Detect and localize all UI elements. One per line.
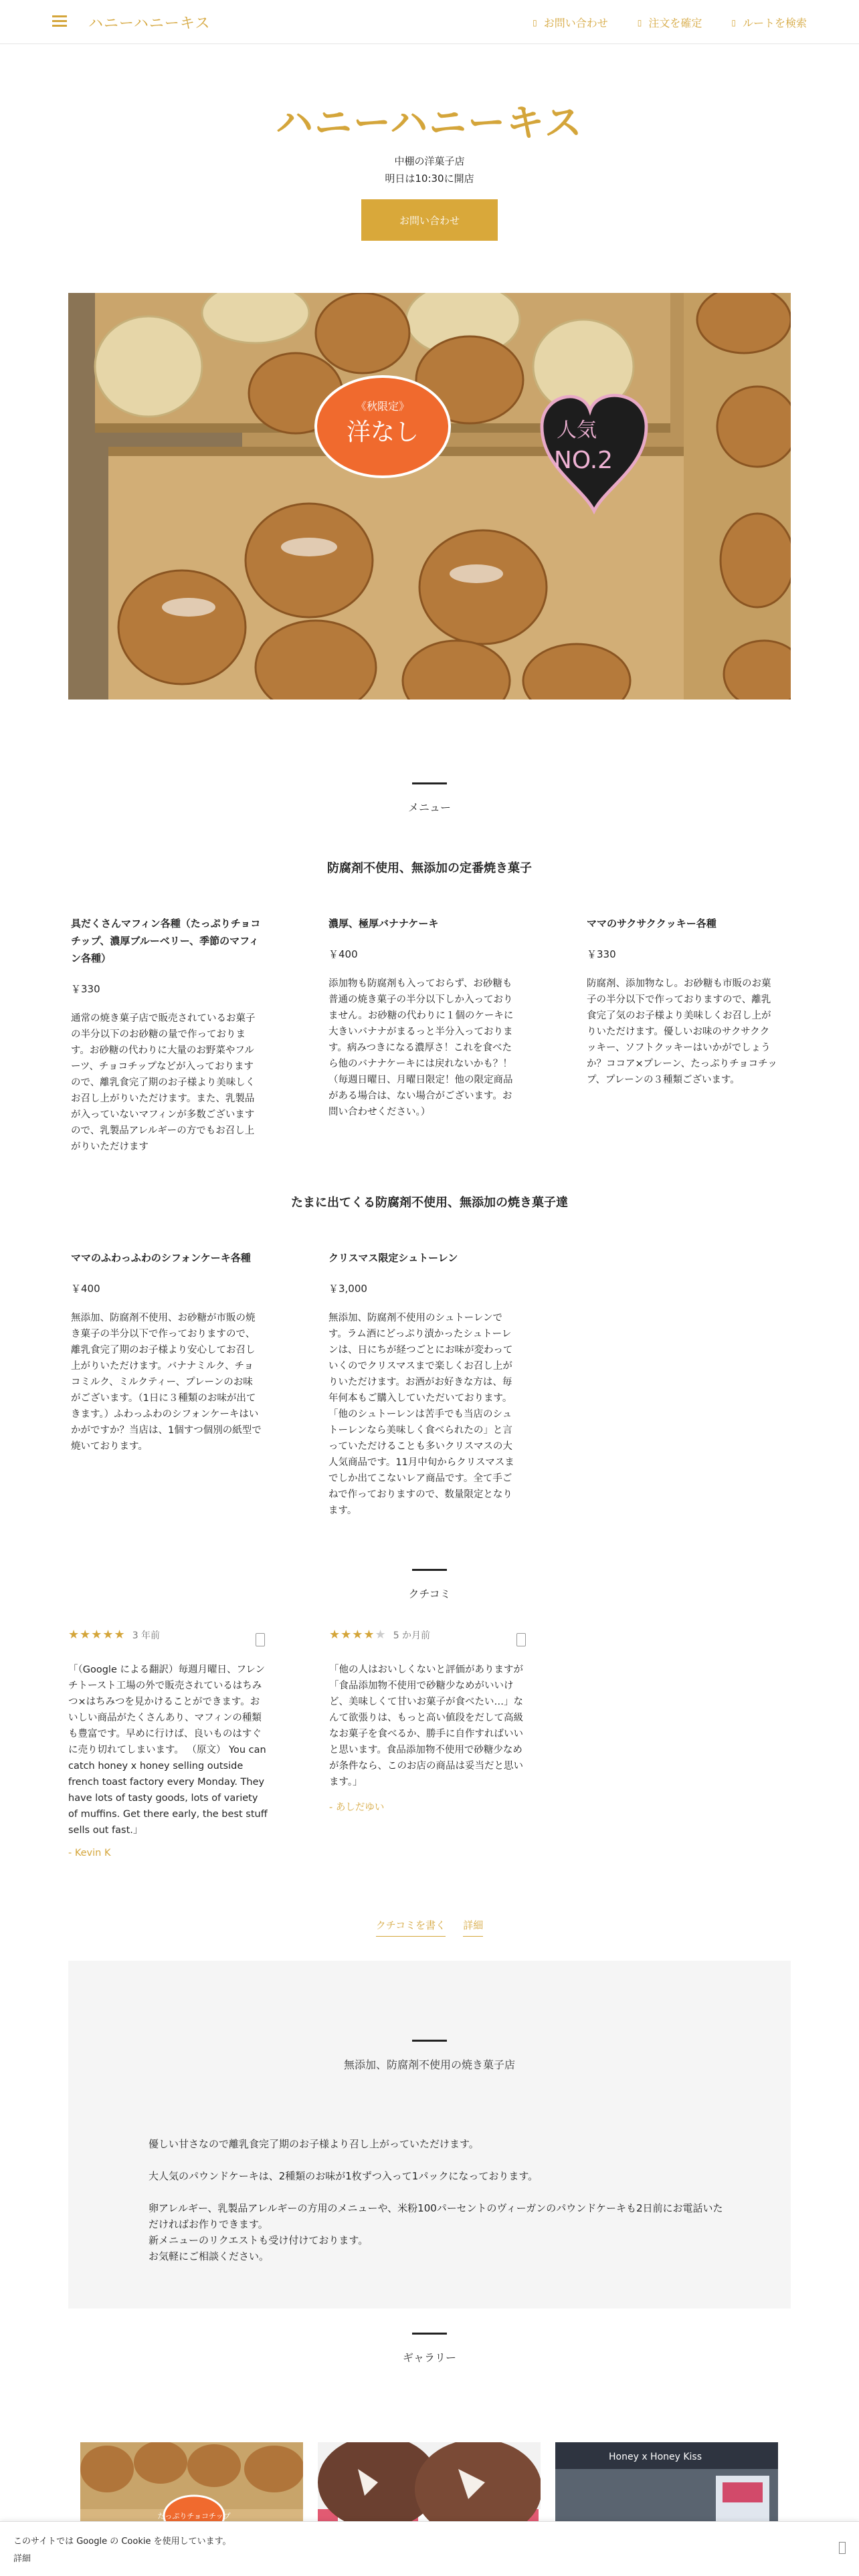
- review-source-icon[interactable]: [516, 1633, 526, 1646]
- menu-item-name: 濃厚、極厚バナナケーキ: [328, 918, 439, 930]
- site-header: [0, 0, 859, 44]
- gallery-tag-text: たっぷりチョコチップ: [157, 2512, 231, 2520]
- menu-category-1-title: 防腐剤不使用、無添加の定番焼き菓子: [327, 861, 532, 875]
- review-time: 5 か月前: [393, 1630, 431, 1641]
- menu-item-price: ￥330: [71, 983, 100, 995]
- about-heading: 無添加、防腐剤不使用の焼き菓子店: [68, 2040, 791, 2072]
- cookie-dismiss-icon[interactable]: [839, 2542, 846, 2554]
- menu-item: [71, 1249, 262, 1455]
- about-paragraph: 卵アレルギー、乳製品アレルギーの方用のメニューや、米粉100パーセントのヴィーガンのパウンドケーキも2日前にお電話いただければお作りできます。: [149, 2202, 723, 2230]
- review-author[interactable]: - あしだゆい: [329, 1802, 385, 1813]
- nav-order[interactable]: ▯ 注文を確定: [637, 17, 702, 29]
- review-card: [329, 1628, 530, 1814]
- site-title[interactable]: ハニーハニーキス: [88, 15, 211, 32]
- gallery-heading: ギャラリー: [0, 2333, 859, 2365]
- menu-item-price: ￥330: [587, 948, 616, 960]
- menu-item-name: ママのふわっふわのシフォンケーキ各種: [71, 1252, 251, 1264]
- review-card: [68, 1628, 269, 1858]
- write-review-link[interactable]: クチコミを書く: [376, 1918, 446, 1937]
- menu-item: [328, 915, 520, 1120]
- about-panel: [68, 1961, 791, 2309]
- cart-icon: ▯: [637, 17, 642, 27]
- hero-tag-left-line2: 洋なし: [346, 419, 419, 446]
- menu-item-name: ママのサクサククッキー各種: [587, 918, 717, 930]
- hero-image: [68, 293, 791, 700]
- menu-item: [71, 915, 262, 1155]
- menu-category-2-title: たまに出てくる防腐剤不使用、無添加の焼き菓子達: [291, 1196, 568, 1210]
- menu-item-description: 防腐剤、添加物なし。お砂糖も市販のお菓子の半分以下で作っておりますので、離乳食完了気のお子様より美味しくお召し上がりいただけます。優しいお味のサクサククッキー、ソフトクッキーはいかがでしょうか？ココア×プレーン、たっぷりチョコチップ、プレーンの３種類ございます。: [587, 978, 777, 1085]
- nav-directions[interactable]: ▯ ルートを検索: [731, 17, 807, 29]
- menu-item-name: クリスマス限定シュトーレン: [328, 1252, 458, 1264]
- nav-contact[interactable]: ▯ お問い合わせ: [533, 17, 608, 29]
- review-author[interactable]: - Kevin K: [68, 1848, 111, 1858]
- menu-item-price: ￥400: [71, 1283, 100, 1295]
- cookie-text: このサイトでは Google の Cookie を使用しています。: [13, 2537, 231, 2547]
- review-source-icon[interactable]: [256, 1633, 265, 1646]
- menu-item-description: 添加物も防腐剤も入っておらず、お砂糖も普通の焼き菓子の半分以下しか入っておりません。お砂糖の代わりに１個のケーキに大きいバナナがまるっと半分入っております。病みつきになる濃厚さ！これを食べたら他のバナナケーキには戻れないかも？！（毎週日曜日、月曜日限定！他の限定商品がある場合は、ない場合がございます。お問い合わせください。）: [328, 978, 514, 1117]
- hero-tag-right-line2: NO.2: [553, 447, 613, 474]
- hero-subtitle: 中棚の洋菓子店 明日は10:30に開店: [385, 155, 474, 185]
- hero-title: ハニーハニーキス: [275, 102, 584, 145]
- menu-item: [587, 915, 778, 1088]
- header-nav: [533, 15, 807, 30]
- review-text: 「（Google による翻訳）毎週月曜日、フレンチトースト工場の外で販売されているはちみつ×はちみつを見かけることができます。おいしい商品がたくさんあり、マフィンの種類も豊富です。早めに行けば、良いものはすぐに売り切れてしまいます。 （原文） You can catch honey x honey selling outside french toast factory every Monday. They have lots of tasty goods, lots of variety of muffins. Get there early, the best stuff sells out fast.」: [68, 1665, 268, 1836]
- cookie-detail-link[interactable]: 詳細: [13, 2554, 31, 2564]
- menu-item-description: 無添加、防腐剤不使用、お砂糖が市販の焼き菓子の半分以下で作っておりますので、離乳食完了期のお子様より安心してお召し上がりいただけます。バナナミルク、チョコミルク、ミルクティー、プレーンのお味がございます。（1日に３種類のお味が出てきます。）ふわっふわのシフォンケーキはいかがですか？当店は、1個すつ個別の紙型で焼いております。: [71, 1313, 262, 1452]
- gallery-sign-text: Honey x Honey Kiss: [609, 2452, 702, 2462]
- review-time: 3 年前: [132, 1630, 161, 1641]
- review-text: 「他の人はおいしくないと評価がありますが「食品添加物不使用で砂糖少なめがいいけど、美味しくて甘いお菓子が食べたい…」なんて欲張りは、もっと高い値段をだして高級なお菓子を食べるか、勝手に自作すればいいと思います。食品添加物不使用で砂糖少なめが条件なら、このお店の商品は妥当だと思います。」: [329, 1665, 523, 1788]
- review-stars: ★★★★★: [68, 1628, 126, 1642]
- review-stars: ★★★★★: [329, 1628, 387, 1642]
- cookie-banner: [0, 2521, 859, 2576]
- about-paragraph: 新メニューのリクエストも受け付けております。: [149, 2234, 369, 2246]
- phone-icon: ▯: [533, 17, 537, 27]
- menu-icon[interactable]: [52, 13, 67, 28]
- review-detail-link[interactable]: 詳細: [463, 1918, 483, 1937]
- about-paragraph: 大人気のパウンドケーキは、2種類のお味が1枚ずつ入って1パックになっております。: [149, 2170, 539, 2182]
- menu-item-price: ￥3,000: [328, 1283, 367, 1295]
- menu-item-description: 無添加、防腐剤不使用のシュトーレンです。ラム酒にどっぷり漬かったシュトーレンは、日にちが経つごとにお味が変わっていくのでクリスマスまで楽しくお召し上がりいただけます。お酒がお好きな方は、毎年何本もご購入していただいております。「他のシュトーレンは苦手でも当店のシュトーレンなら美味しく食べられたの」と言っていただけることも多いクリスマスの大人気商品です。11月中旬からクリスマスまでしか出てこないレア商品です。全て手ごねで作っておりますので、数量限定となります。: [328, 1313, 514, 1516]
- contact-button[interactable]: お問い合わせ: [361, 199, 498, 241]
- menu-item-price: ￥400: [328, 948, 358, 960]
- about-paragraph: 優しい甘さなので離乳食完了期のお子様より召し上がっていただけます。: [149, 2138, 479, 2150]
- about-body: [149, 2136, 724, 2264]
- reviews-heading: クチコミ: [0, 1569, 859, 1601]
- menu-item: [328, 1249, 520, 1519]
- menu-item-description: 通常の焼き菓子店で販売されているお菓子の半分以下のお砂糖の量で作っております。お砂糖の代わりに大量のお野菜やフルーツ、チョコチップなどが入っておりますので、離乳食完了期のお子様より美味しくお召し上がりいただけます。また、乳製品が入っていないマフィンが多数ございますので、乳製品アレルギーの方でもお召し上がりいただけます: [71, 1013, 256, 1152]
- directions-icon: ▯: [731, 17, 736, 27]
- review-links: [0, 1918, 859, 1937]
- muffins-photo: [68, 293, 791, 700]
- menu-heading: メニュー: [0, 782, 859, 815]
- about-paragraph: お気軽にご相談ください。: [149, 2250, 270, 2262]
- hero-tag-left-line1: 《秋限定》: [355, 400, 410, 413]
- hero-tag-right-line1: 人気: [557, 419, 597, 442]
- menu-item-name: 具だくさんマフィン各種（たっぷりチョコチップ、濃厚ブルーベリー、季節のマフィン各種）: [71, 918, 261, 964]
